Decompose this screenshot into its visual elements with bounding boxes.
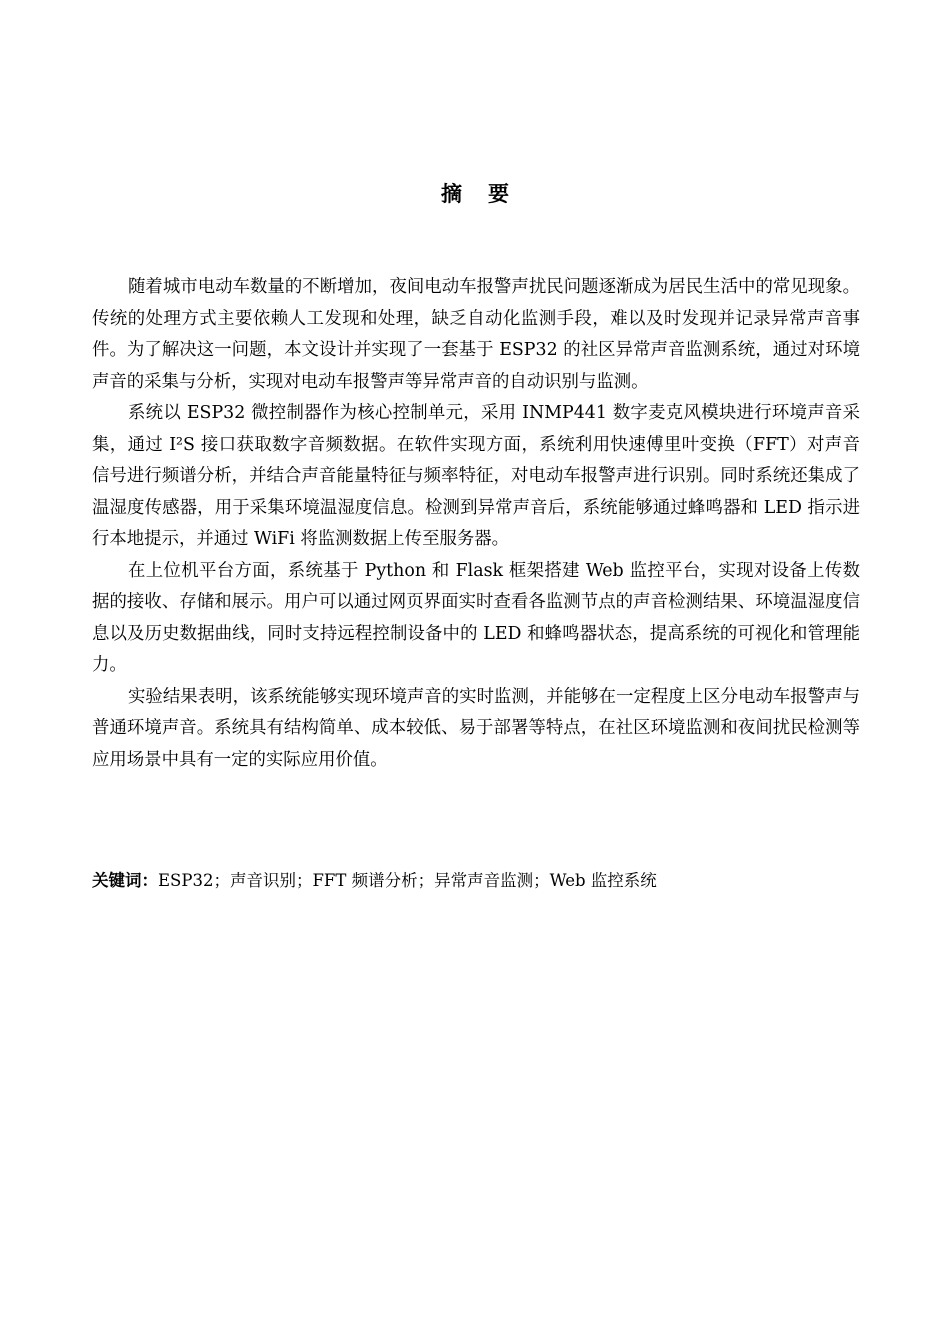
- abstract-paragraph-4: 实验结果表明，该系统能够实现环境声音的实时监测，并能够在一定程度上区分电动车报警声与普通环境声音。系统具有结构简单、成本较低、易于部署等特点，在社区环境监测和夜间扰民检测等应用场景中具有一定的实际应用价值。: [92, 686, 860, 770]
- abstract-paragraph-3: 在上位机平台方面，系统基于 Python 和 Flask 框架搭建 Web 监控平台，实现对设备上传数据的接收、存储和展示。用户可以通过网页界面实时查看各监测节点的声音检测结果、环境温湿度信息以及历史数据曲线，同时支持远程控制设备中的 LED 和蜂鸣器状态，提高系统的可视化和管理能力。: [92, 560, 860, 675]
- keywords-label: 关键词：: [92, 871, 158, 890]
- keywords-text: ESP32；声音识别；FFT 频谱分析；异常声音监测；Web 监控系统: [158, 871, 657, 890]
- abstract-body: [92, 272, 860, 776]
- abstract-paragraph-2: 系统以 ESP32 微控制器作为核心控制单元，采用 INMP441 数字麦克风模块进行环境声音采集，通过 I²S 接口获取数字音频数据。在软件实现方面，系统利用快速傅里叶变换（FFT）对声音信号进行频谱分析，并结合声音能量特征与频率特征，对电动车报警声进行识别。同时系统还集成了温湿度传感器，用于采集环境温湿度信息。检测到异常声音后，系统能够通过蜂鸣器和 LED 指示进行本地提示，并通过 WiFi 将监测数据上传至服务器。: [92, 403, 860, 549]
- abstract-title-char-2: 要: [488, 182, 509, 206]
- abstract-paragraph-1: 随着城市电动车数量的不断增加，夜间电动车报警声扰民问题逐渐成为居民生活中的常见现象。传统的处理方式主要依赖人工发现和处理，缺乏自动化监测手段，难以及时发现并记录异常声音事件。为了解决这一问题，本文设计并实现了一套基于 ESP32 的社区异常声音监测系统，通过对环境声音的采集与分析，实现对电动车报警声等异常声音的自动识别与监测。: [92, 277, 860, 392]
- abstract-title-char-1: 摘: [441, 182, 462, 206]
- keywords-line: [92, 866, 860, 896]
- abstract-title: [0, 178, 950, 210]
